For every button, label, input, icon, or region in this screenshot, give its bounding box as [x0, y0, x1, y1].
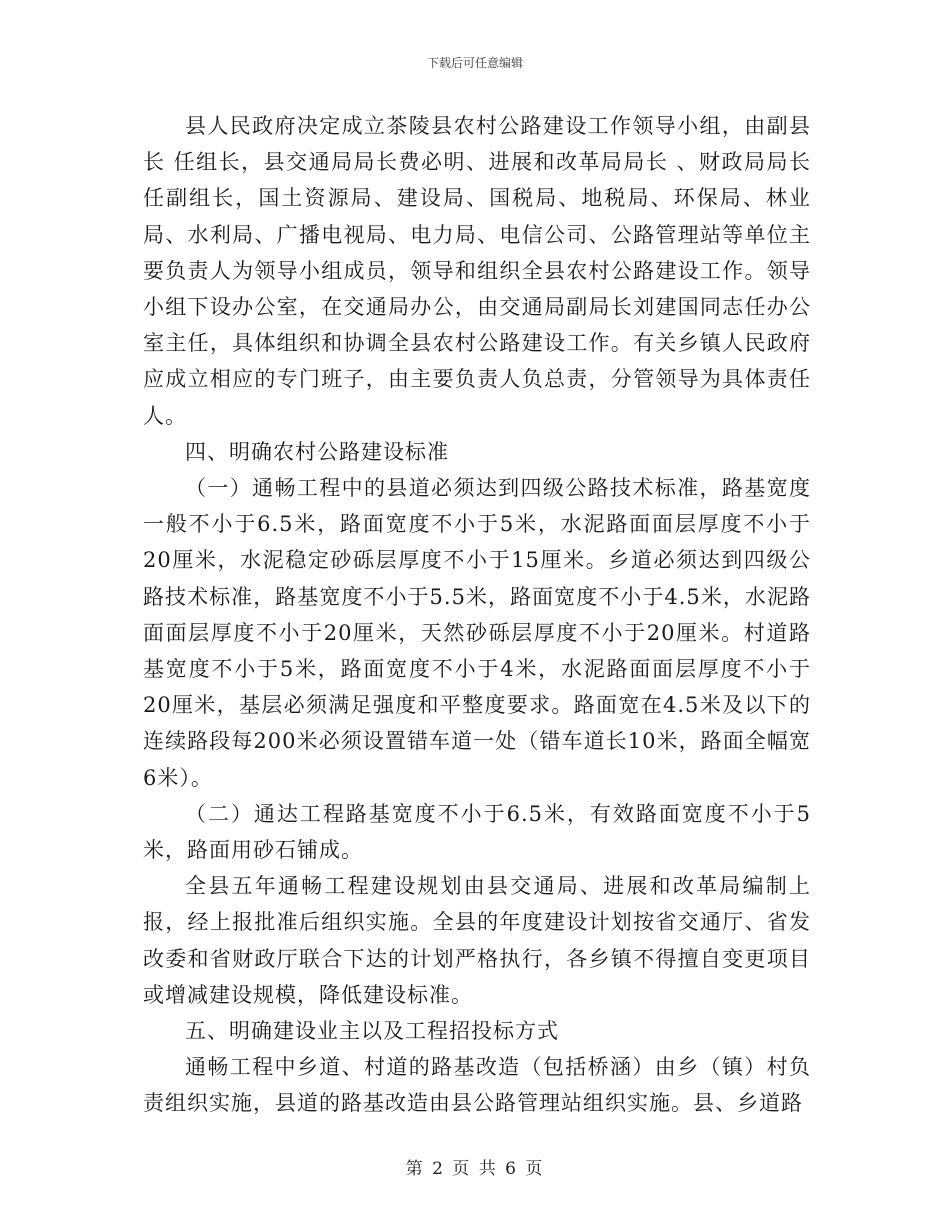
document-body — [143, 108, 811, 1122]
section-heading-4: 四、明确农村公路建设标准 — [185, 439, 449, 464]
paragraph-owner: 通畅工程中乡道、村道的路基改造（包括桥涵）由乡（镇）村负责组织实施，县道的路基改造由县公路管理站组织实施。县、乡道路 — [143, 1055, 811, 1116]
page-header: 下载后可任意编辑 — [426, 56, 523, 70]
paragraph-standard-1: （一）通畅工程中的县道必须达到四级公路技术标准，路基宽度一般不小于6.5米，路面宽度不小于5米，水泥路面面层厚度不小于20厘米，水泥稳定砂砾层厚度不小于15厘米。乡道必须达到四级公路技术标准，路基宽度不小于5.5米，路面宽度不小于4.5米，水泥路面面层厚度不小于20厘米，天然砂砾层厚度不小于20厘米。村道路基宽度不小于5米，路面宽度不小于4米，水泥路面面层厚度不小于20厘米，基层必须满足强度和平整度要求。路面宽在4.5米及以下的连续路段每200米必须设置错车道一处（错车道长10米，路面全幅宽6米）。 — [143, 476, 811, 790]
paragraph-standard-2: （二）通达工程路基宽度不小于6.5米，有效路面宽度不小于5米，路面用砂石铺成。 — [143, 801, 811, 863]
section-heading-5: 五、明确建设业主以及工程招投标方式 — [185, 1019, 559, 1044]
page-footer: 第 2 页 共 6 页 — [405, 1159, 545, 1179]
paragraph-leadership-group: 县人民政府决定成立茶陵县农村公路建设工作领导小组，由副县长 任组长，县交通局局长费必明、进展和改革局局长 、财政局局长任副组长，国土资源局、建设局、国税局、地税局、环保局、林业局、水利局、广播电视局、电力局、电信公司、公路管理站等单位主要负责人为领导小组成员，领导和组织全县农村公路建设工作。领导小组下设办公室，在交通局办公，由交通局副局长刘建国同志任办公室主任，具体组织和协调全县农村公路建设工作。有关乡镇人民政府应成立相应的专门班子，由主要负责人负总责，分管领导为具体责任人。 — [143, 114, 811, 428]
paragraph-planning: 全县五年通畅工程建设规划由县交通局、进展和改革局编制上报，经上报批准后组织实施。全县的年度建设计划按省交通厅、省发改委和省财政厅联合下达的计划严格执行，各乡镇不得擅自变更项目或增减建设规模，降低建设标准。 — [143, 874, 811, 1007]
